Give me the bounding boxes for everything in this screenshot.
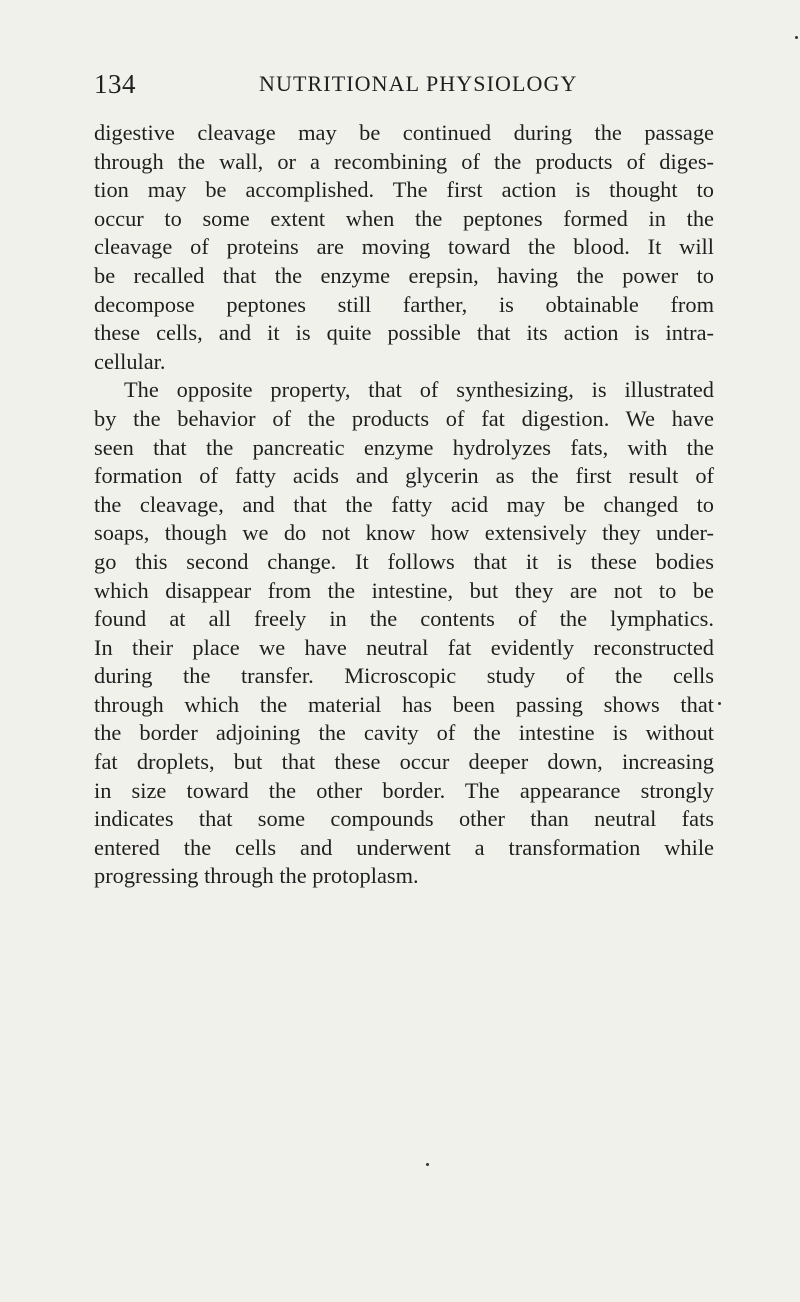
running-head: NUTRITIONAL PHYSIOLOGY: [259, 71, 578, 96]
text-line: cellular.: [94, 348, 166, 374]
page-number: 134: [94, 69, 136, 99]
text-line: soaps, though we do not know how extensively they under-: [94, 520, 714, 546]
text-line: cleavage of proteins are moving toward the blood. It will: [94, 234, 714, 260]
text-line: digestive cleavage may be continued during the passage: [94, 120, 714, 145]
text-line: indicates that some compounds other than neutral fats: [94, 806, 714, 832]
text-line: through which the material has been passing shows that: [94, 691, 714, 717]
page-header: [94, 64, 706, 104]
text-line: fat droplets, but that these occur deeper down, increasing: [94, 749, 714, 775]
text-line: during the transfer. Microscopic study of the cells: [94, 663, 714, 689]
scan-speck: [718, 702, 721, 705]
text-line: The opposite property, that of synthesizing, is illustrated: [124, 377, 714, 403]
text-line: entered the cells and underwent a transformation while: [94, 834, 714, 860]
text-line: the border adjoining the cavity of the intestine is without: [94, 720, 714, 746]
scan-speck: [795, 36, 798, 39]
text-line: progressing through the protoplasm.: [94, 863, 419, 889]
text-line: occur to some extent when the peptones formed in the: [94, 205, 714, 231]
text-line: decompose peptones still farther, is obtainable from: [94, 291, 714, 317]
text-line: which disappear from the intestine, but they are not to be: [94, 577, 714, 603]
text-line: through the wall, or a recombining of the products of diges-: [94, 148, 714, 174]
text-line: formation of fatty acids and glycerin as the first result of: [94, 463, 714, 489]
text-line: go this second change. It follows that it is these bodies: [94, 548, 714, 574]
text-line: in size toward the other border. The appearance strongly: [94, 777, 714, 803]
text-line: these cells, and it is quite possible that its action is intra-: [94, 320, 714, 346]
text-line: found at all freely in the contents of the lymphatics.: [94, 606, 714, 632]
text-line: seen that the pancreatic enzyme hydrolyzes fats, with the: [94, 434, 714, 460]
text-line: In their place we have neutral fat evidently reconstructed: [94, 634, 714, 660]
text-line: the cleavage, and that the fatty acid may be changed to: [94, 491, 714, 517]
body-text: [94, 119, 714, 891]
text-line: by the behavior of the products of fat digestion. We have: [94, 405, 714, 431]
text-line: be recalled that the enzyme erepsin, having the power to: [94, 262, 714, 288]
scan-speck: [426, 1163, 429, 1166]
text-line: tion may be accomplished. The first action is thought to: [94, 177, 714, 203]
